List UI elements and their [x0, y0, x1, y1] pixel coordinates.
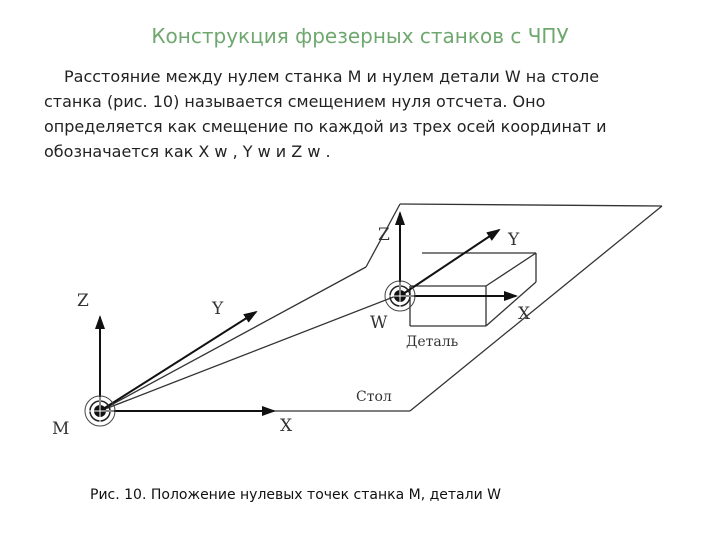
- part-label: Деталь: [406, 334, 459, 350]
- machine-y-label: Y: [212, 299, 224, 319]
- paragraph-line: станка (рис. 10) называется смещением нуля отсчета. Оно: [44, 92, 546, 111]
- workpiece-axes: [400, 213, 516, 296]
- machine-y-axis: [100, 312, 256, 411]
- paragraph-line: обозначается как X w , Y w и Z w .: [44, 142, 331, 161]
- slide-title: Конструкция фрезерных станков с ЧПУ: [151, 24, 569, 48]
- workpiece-z-label: Z: [378, 225, 390, 245]
- table-label: Стол: [356, 389, 392, 405]
- workpiece-zero-icon: [385, 281, 415, 311]
- workpiece-y-label: Y: [508, 230, 520, 250]
- paragraph-line: определяется как смещение по каждой из трех осей координат и: [44, 117, 607, 136]
- machine-zero-label: M: [52, 419, 70, 439]
- machine-z-label: Z: [77, 291, 89, 311]
- figure-caption: Рис. 10. Положение нулевых точек станка М, детали W: [90, 487, 501, 503]
- workpiece-x-label: X: [518, 304, 531, 324]
- machine-x-label: X: [280, 416, 293, 436]
- paragraph-line: Расстояние между нулем станка М и нулем детали W на столе: [64, 67, 600, 86]
- workpiece-zero-label: W: [370, 313, 388, 333]
- machine-zero-icon: [85, 396, 115, 426]
